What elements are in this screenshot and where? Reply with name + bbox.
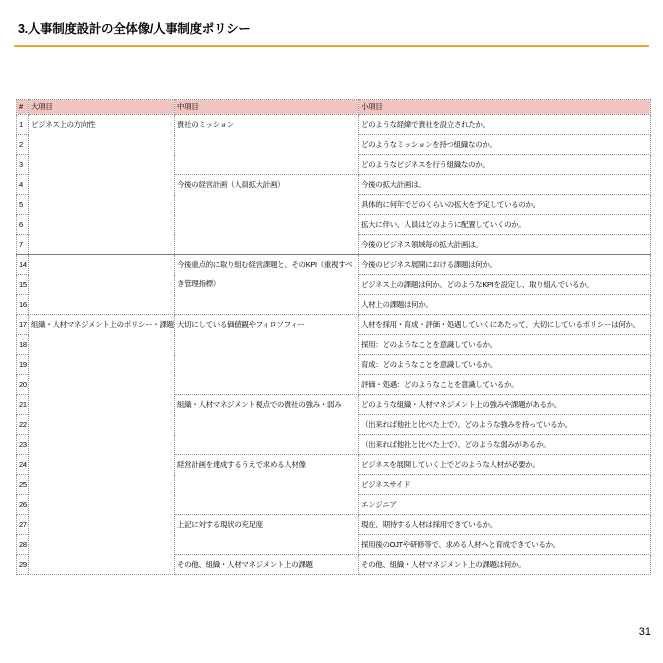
- minor-item-cell: 今後のビジネス領域毎の拡大計画は。: [359, 235, 651, 255]
- row-number-cell: 29: [17, 555, 29, 575]
- minor-item-cell: どのような組織・人材マネジメント上の強みや課題があるか。: [359, 395, 651, 415]
- middle-item-cell: 上記に対する現状の充足度: [175, 515, 359, 555]
- minor-item-cell: 採用：どのようなことを意識しているか。: [359, 335, 651, 355]
- middle-item-cell: その他、組織・人材マネジメント上の課題: [175, 555, 359, 575]
- page-title: 3.人事制度設計の全体像/人事制度ポリシー: [18, 22, 251, 36]
- minor-item-cell: （出来れば他社と比べた上で）、どのような強みを持っているか。: [359, 415, 651, 435]
- minor-item-cell: （出来れば他社と比べた上で）、どのような弱みがあるか。: [359, 435, 651, 455]
- table-header-row: [17, 100, 651, 115]
- header-cell-middle-item: 中項目: [175, 100, 359, 115]
- row-number-cell: 27: [17, 515, 29, 535]
- title-underline: [14, 45, 649, 47]
- minor-item-cell: 評価・処遇：どのようなことを意識しているか。: [359, 375, 651, 395]
- row-number-cell: 17: [17, 315, 29, 335]
- minor-item-cell: 具体的に何年でどのくらいの拡大を予定しているのか。: [359, 195, 651, 215]
- middle-item-cell: 貴社のミッション: [175, 115, 359, 175]
- minor-item-cell: どのようなミッションを持つ組織なのか。: [359, 135, 651, 155]
- row-number-cell: 20: [17, 375, 29, 395]
- minor-item-cell: 今後の拡大計画は。: [359, 175, 651, 195]
- table-row: [17, 255, 651, 275]
- minor-item-cell: どのようなビジネスを行う組織なのか。: [359, 155, 651, 175]
- row-number-cell: 14: [17, 255, 29, 275]
- minor-item-cell: ビジネス上の課題は何か。どのようなKPIを設定し、取り組んでいるか。: [359, 275, 651, 295]
- row-number-cell: 25: [17, 475, 29, 495]
- row-number-cell: 19: [17, 355, 29, 375]
- row-number-cell: 6: [17, 215, 29, 235]
- middle-item-cell: 今後重点的に取り組む経営課題と、そのKPI（重視すべき管理指標）: [175, 255, 359, 315]
- row-number-cell: 15: [17, 275, 29, 295]
- major-item-cell: [29, 255, 175, 315]
- minor-item-cell: 拡大に伴い、人員はどのように配置していくのか。: [359, 215, 651, 235]
- minor-item-cell: ビジネスを展開していく上でどのような人材が必要か。: [359, 455, 651, 475]
- row-number-cell: 7: [17, 235, 29, 255]
- minor-item-cell: 今後のビジネス展開における課題は何か。: [359, 255, 651, 275]
- row-number-cell: 28: [17, 535, 29, 555]
- minor-item-cell: ビジネスサイド: [359, 475, 651, 495]
- header-cell-number: #: [17, 100, 29, 115]
- row-number-cell: 23: [17, 435, 29, 455]
- header-cell-minor-item: 小項目: [359, 100, 651, 115]
- minor-item-cell: どのような経緯で貴社を設立されたか。: [359, 115, 651, 135]
- table-row: [17, 315, 651, 335]
- row-number-cell: 22: [17, 415, 29, 435]
- row-number-cell: 24: [17, 455, 29, 475]
- row-number-cell: 5: [17, 195, 29, 215]
- minor-item-cell: 採用後のOJTや研修等で、求める人材へと育成できているか。: [359, 535, 651, 555]
- row-number-cell: 3: [17, 155, 29, 175]
- minor-item-cell: 人材上の課題は何か。: [359, 295, 651, 315]
- table-row: [17, 115, 651, 135]
- row-number-cell: 2: [17, 135, 29, 155]
- minor-item-cell: 育成：どのようなことを意識しているか。: [359, 355, 651, 375]
- minor-item-cell: エンジニア: [359, 495, 651, 515]
- header-cell-major-item: 大項目: [29, 100, 175, 115]
- minor-item-cell: 人材を採用・育成・評価・処遇していくにあたって、大切にしているポリシーは何か。: [359, 315, 651, 335]
- row-number-cell: 21: [17, 395, 29, 415]
- items-table: [16, 99, 651, 575]
- middle-item-cell: 今後の経営計画（人員拡大計画）: [175, 175, 359, 255]
- middle-item-cell: 経営計画を達成するうえで求める人材像: [175, 455, 359, 515]
- minor-item-cell: その他、組織・人材マネジメント上の課題は何か。: [359, 555, 651, 575]
- middle-item-cell: 大切にしている価値観やフィロソフィー: [175, 315, 359, 395]
- minor-item-cell: 現在、期待する人材は採用できているか。: [359, 515, 651, 535]
- row-number-cell: 16: [17, 295, 29, 315]
- row-number-cell: 4: [17, 175, 29, 195]
- middle-item-cell: 組織・人材マネジメント視点での貴社の強み・弱み: [175, 395, 359, 455]
- page-number: 31: [638, 626, 651, 638]
- table-body: [17, 115, 651, 575]
- row-number-cell: 1: [17, 115, 29, 135]
- row-number-cell: 26: [17, 495, 29, 515]
- row-number-cell: 18: [17, 335, 29, 355]
- major-item-cell: ビジネス上の方向性: [29, 115, 175, 255]
- major-item-cell: 組織・人材マネジメント上のポリシー・課題: [29, 315, 175, 575]
